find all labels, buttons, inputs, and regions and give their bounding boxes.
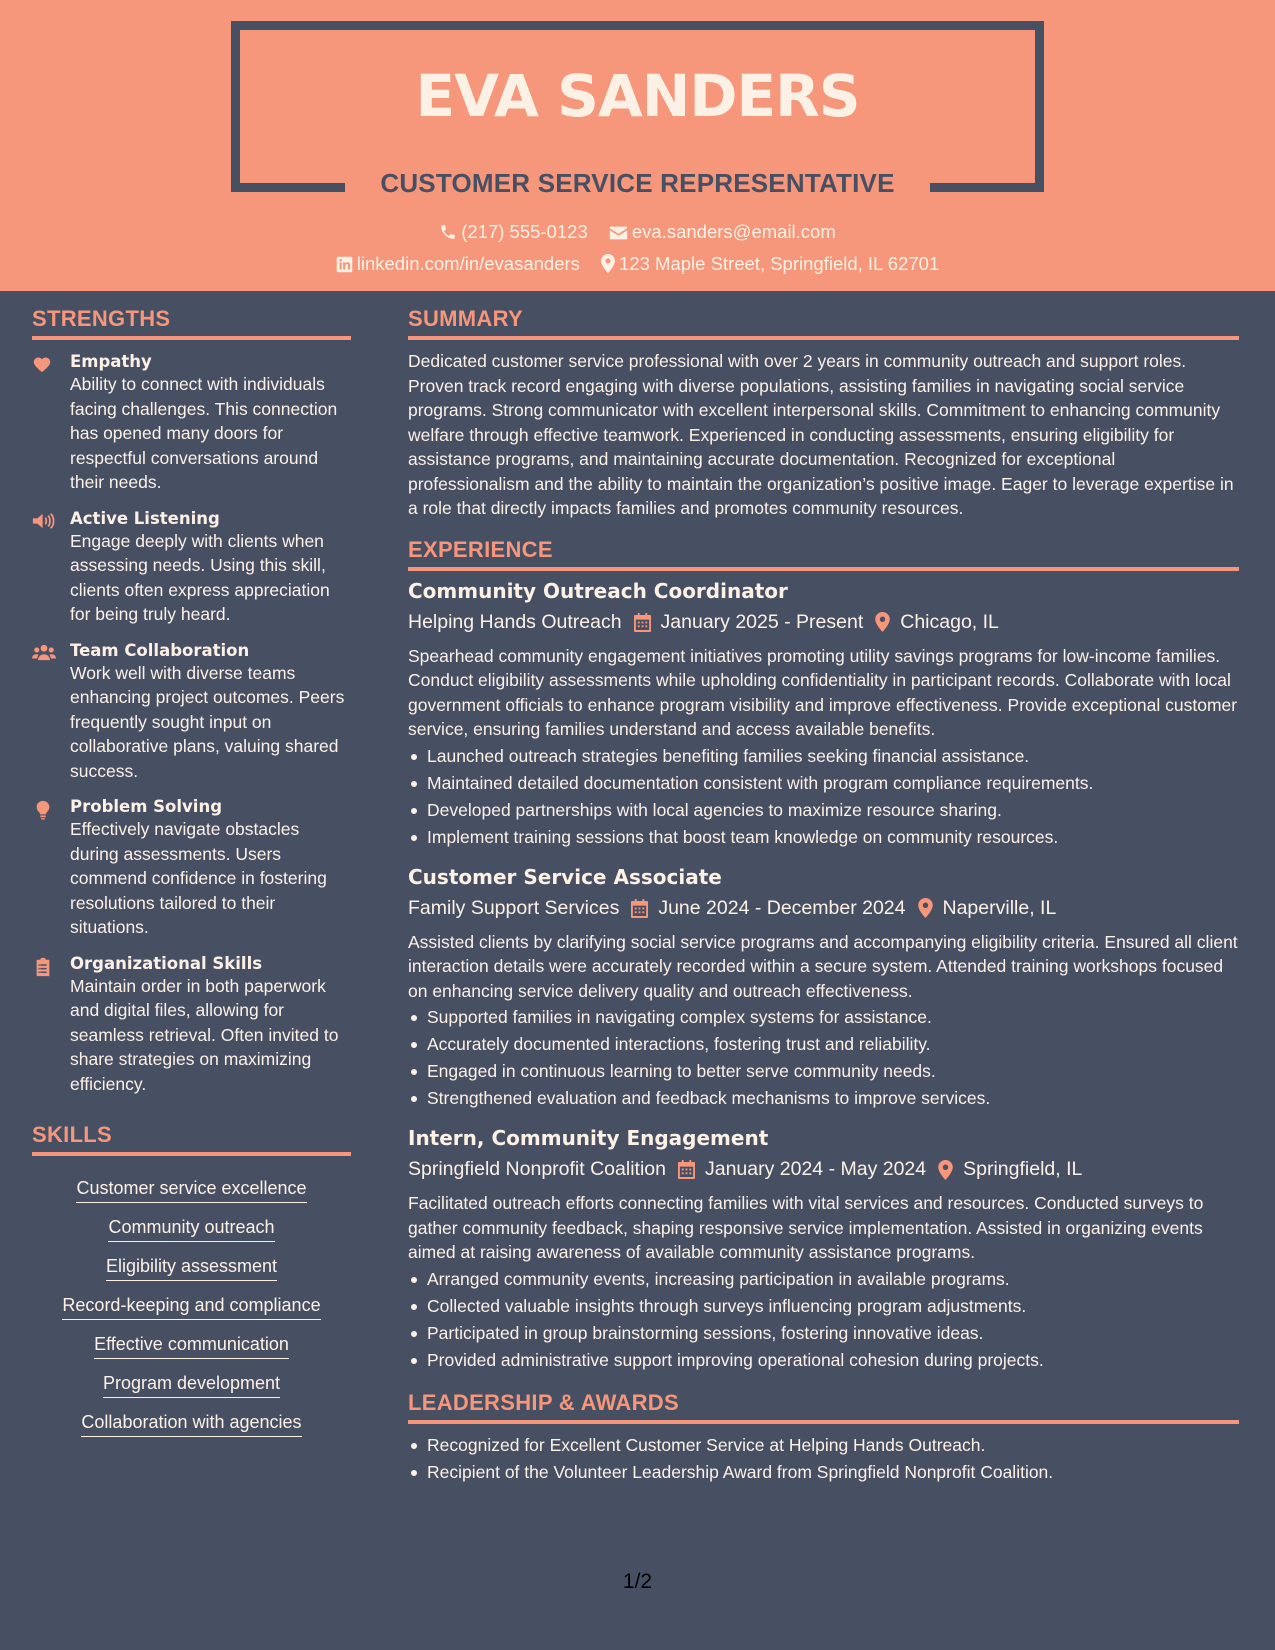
job-desc: Spearhead community engagement initiatives promoting utility savings programs for low-income families. Conduct eligibility assessments while upholding confidentiality in participant records. Collaborate with local government officials to enhance program visibility and improve effectiveness. Provide exceptional customer service, ensuring families understand and access available benefits. <box>408 645 1238 739</box>
job-location: Naperville, IL <box>942 896 1057 919</box>
experience-heading: EXPERIENCE <box>408 537 1239 571</box>
linkedin-text: linkedin.com/in/evasanders <box>356 253 580 274</box>
calendar-icon <box>631 899 648 918</box>
contact-row-1 <box>0 221 1275 243</box>
envelope-icon <box>609 225 628 241</box>
job-bullet: Implement training sessions that boost team knowledge on community resources. <box>408 824 1239 851</box>
strength-name: Organizational Skills <box>70 953 263 973</box>
contact-email[interactable] <box>609 221 836 243</box>
skills-heading: SKILLS <box>32 1122 351 1156</box>
contact-phone <box>439 221 588 243</box>
strengths-list <box>32 352 351 1096</box>
strength-item <box>32 797 351 940</box>
awards-heading: LEADERSHIP & AWARDS <box>408 1390 1239 1424</box>
job-dates: January 2024 - May 2024 <box>704 1158 927 1180</box>
job-entry <box>408 579 1239 851</box>
job-bullet: Maintained detailed documentation consistent with program compliance requirements. <box>408 770 1239 797</box>
job-bullet: Launched outreach strategies benefiting families seeking financial assistance. <box>408 743 1239 770</box>
summary-heading: SUMMARY <box>408 306 1239 340</box>
calendar-icon <box>678 1160 695 1179</box>
skill-item: Record-keeping and compliance <box>62 1295 320 1320</box>
job-bullet: Collected valuable insights through surveys influencing program adjustments. <box>408 1293 1239 1320</box>
skill-item: Collaboration with agencies <box>81 1412 301 1437</box>
email-text: eva.sanders@email.com <box>631 221 836 242</box>
strength-name: Empathy <box>70 352 152 371</box>
job-location: Springfield, IL <box>963 1158 1083 1180</box>
skill-item: Customer service excellence <box>76 1178 306 1203</box>
job-bullet: Engaged in continuous learning to better serve community needs. <box>408 1058 1239 1085</box>
contact-linkedin[interactable] <box>336 253 580 275</box>
map-pin-icon <box>938 1160 953 1180</box>
phone-icon <box>439 223 457 241</box>
job-meta <box>408 1158 1239 1181</box>
address-text: 123 Maple Street, Springfield, IL 62701 <box>619 253 940 274</box>
job-entry <box>408 1126 1239 1374</box>
job-bullet: Developed partnerships with local agencies to maximize resource sharing. <box>408 797 1239 824</box>
job-dates: June 2024 - December 2024 <box>658 896 906 919</box>
strength-name: Active Listening <box>70 508 220 528</box>
heart-icon <box>32 355 52 373</box>
strength-desc: Engage deeply with clients when assessing needs. Using this skill, clients often express appreciation for being truly heard. <box>70 530 330 624</box>
job-company: Springfield Nonprofit Coalition <box>408 1158 666 1180</box>
job-bullet: Arranged community events, increasing participation in available programs. <box>408 1266 1239 1293</box>
job-bullets <box>408 1004 1239 1112</box>
strength-desc: Work well with diverse teams enhancing project outcomes. Peers frequently sought input on collaborative plans, valuing shared success. <box>70 662 345 781</box>
strength-item <box>32 641 351 784</box>
contact-row-2 <box>0 253 1275 275</box>
users-icon <box>32 644 56 661</box>
job-bullet: Provided administrative support improving operational cohesion during projects. <box>408 1347 1239 1374</box>
strength-item <box>32 954 351 1097</box>
strength-desc: Effectively navigate obstacles during assessments. Users commend confidence in fostering resolutions tailored to their situations. <box>70 819 327 937</box>
job-meta <box>408 897 1239 920</box>
job-bullet: Participated in group brainstorming sessions, fostering innovative ideas. <box>408 1320 1239 1347</box>
strength-name: Problem Solving <box>70 797 223 816</box>
resume-header <box>0 0 1275 291</box>
job-bullets <box>408 1266 1239 1374</box>
strengths-heading: STRENGTHS <box>32 306 351 340</box>
skill-item: Effective communication <box>94 1334 289 1359</box>
candidate-name: EVA SANDERS <box>415 62 860 130</box>
skill-item: Program development <box>103 1373 280 1398</box>
calendar-icon <box>634 613 651 632</box>
awards-list <box>408 1432 1239 1486</box>
skill-item: Community outreach <box>108 1217 274 1242</box>
skills-list <box>32 1164 351 1437</box>
map-pin-icon <box>875 612 890 632</box>
strength-desc: Ability to connect with individuals facing challenges. This connection has opened many doors for respectful conversations around their needs. <box>70 374 338 492</box>
map-pin-icon <box>601 254 615 273</box>
left-column <box>32 306 351 1437</box>
job-bullet: Supported families in navigating complex systems for assistance. <box>408 1004 1239 1031</box>
job-title: Community Outreach Coordinator <box>408 578 788 603</box>
phone-text: (217) 555-0123 <box>461 221 588 242</box>
strength-desc: Maintain order in both paperwork and digital files, allowing for seamless retrieval. Often invited to share strategies on maximizing efficiency. <box>70 975 339 1094</box>
job-bullet: Accurately documented interactions, fostering trust and reliability. <box>408 1031 1239 1058</box>
header-frame-bottom-left <box>231 183 345 192</box>
skill-item: Eligibility assessment <box>106 1256 277 1281</box>
job-title: Intern, Community Engagement <box>408 1126 769 1150</box>
job-bullet: Strengthened evaluation and feedback mechanisms to improve services. <box>408 1085 1239 1112</box>
job-meta <box>408 611 1239 634</box>
right-column <box>408 306 1239 1486</box>
job-title: Customer Service Associate <box>408 864 722 889</box>
clipboard-icon <box>32 957 54 977</box>
job-entry <box>408 865 1239 1113</box>
job-company: Helping Hands Outreach <box>408 610 622 633</box>
lightbulb-icon <box>32 800 54 820</box>
speaker-icon <box>32 512 55 530</box>
job-desc: Facilitated outreach efforts connecting families with vital services and resources. Conducted surveys to gather community feedback, shaping responsive service implementation. Assisted in organizing events aimed at raising awareness of available community assistance programs. <box>408 1193 1204 1262</box>
header-frame-bottom-right <box>930 183 1044 192</box>
page-number: 1/2 <box>622 1570 653 1593</box>
job-dates: January 2025 - Present <box>660 610 864 633</box>
linkedin-icon <box>336 256 353 273</box>
strength-name: Team Collaboration <box>70 640 250 660</box>
award-item: Recipient of the Volunteer Leadership Award from Springfield Nonprofit Coalition. <box>408 1459 1239 1486</box>
map-pin-icon <box>918 898 933 918</box>
job-bullets <box>408 743 1239 851</box>
candidate-title: CUSTOMER SERVICE REPRESENTATIVE <box>380 168 895 198</box>
contact-address <box>601 253 939 275</box>
strength-item <box>32 509 351 627</box>
job-location: Chicago, IL <box>900 610 999 633</box>
job-desc: Assisted clients by clarifying social service programs and accompanying eligibility criteria. Ensured all client interaction details were accurately recorded within a secure system. Attended training workshops focused on enhancing service delivery quality and outreach effectiveness. <box>408 931 1238 1001</box>
strength-item <box>32 352 351 495</box>
summary-text: Dedicated customer service professional with over 2 years in community outreach and support roles. Proven track record engaging with diverse populations, assisting families in navigating social service programs. Strong communicator with excellent interpersonal skills. Commitment to enhancing community welfare through effective teamwork. Experienced in conducting assessments, ensuring eligibility for assistance programs, and maintaining accurate documentation. Recognized for exceptional professionalism and the ability to maintain the organization’s positive image. Eager to leverage expertise in a role that directly impacts families and promotes community resources. <box>408 351 1234 518</box>
award-item: Recognized for Excellent Customer Service at Helping Hands Outreach. <box>408 1432 1239 1459</box>
job-company: Family Support Services <box>408 896 620 919</box>
